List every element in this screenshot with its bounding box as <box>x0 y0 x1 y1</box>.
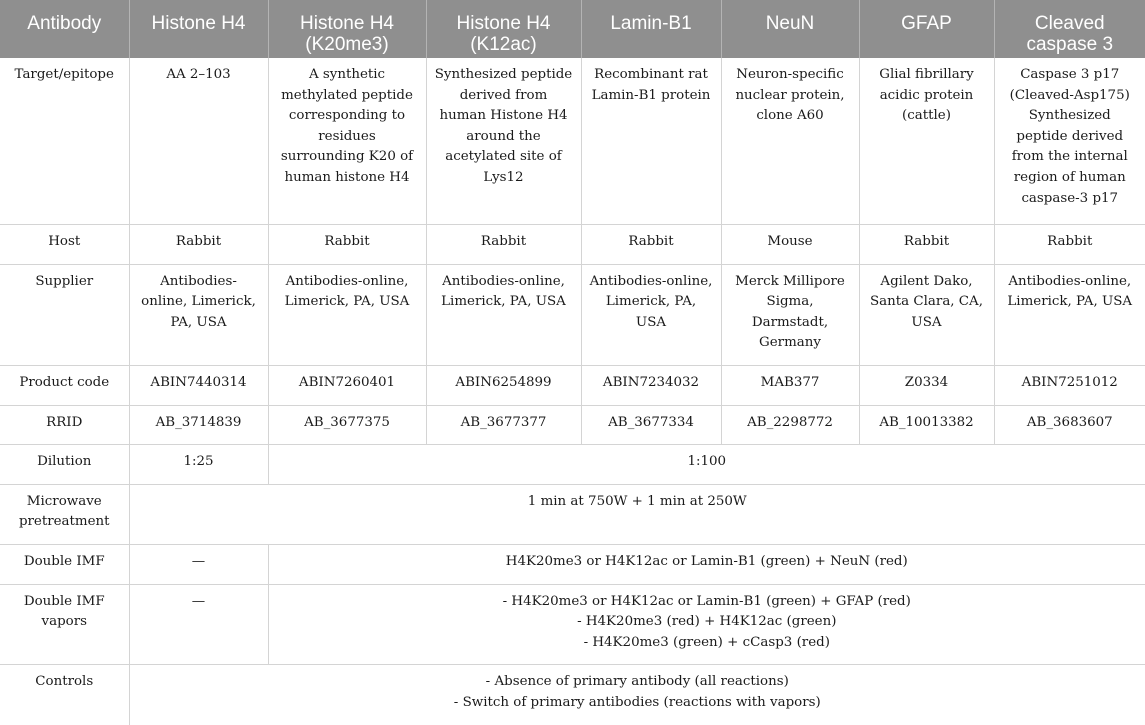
row-controls <box>0 665 1145 725</box>
table-cell: Rabbit <box>859 224 994 264</box>
table-cell-merged: 1 min at 750W + 1 min at 250W <box>129 484 1145 544</box>
table-cell: Antibodies-online, Limerick, PA, USA <box>426 264 581 366</box>
table-cell: Agilent Dako, Santa Clara, CA, USA <box>859 264 994 366</box>
row-double-imf-vapors <box>0 584 1145 665</box>
table-cell-merged: - H4K20me3 or H4K12ac or Lamin-B1 (green) + GFAP (red) - H4K20me3 (red) + H4K12ac (green) - H4K20me3 (green) + cCasp3 (red) <box>268 584 1145 665</box>
header-histone-h4-k12ac: Histone H4 (K12ac) <box>426 0 581 58</box>
table-cell: Antibodies-online, Limerick, PA, USA <box>129 264 268 366</box>
header-cleaved-caspase-3: Cleaved caspase 3 <box>994 0 1145 58</box>
table-cell: Antibodies-online, Limerick, PA, USA <box>994 264 1145 366</box>
table-cell: Antibodies-online, Limerick, PA, USA <box>268 264 426 366</box>
table-cell: ABIN7260401 <box>268 366 426 406</box>
row-label: Dilution <box>0 445 129 485</box>
row-dilution <box>0 445 1145 485</box>
table-cell: AA 2–103 <box>129 58 268 224</box>
header-antibody: Antibody <box>0 0 129 58</box>
table-cell: AB_3683607 <box>994 406 1145 445</box>
table-cell: Antibodies-online, Limerick, PA, USA <box>581 264 721 366</box>
row-rrid <box>0 406 1145 445</box>
row-label: Double IMF vapors <box>0 584 129 665</box>
header-row <box>0 0 1145 58</box>
table-cell: Caspase 3 p17 (Cleaved-Asp175) Synthesized peptide derived from the internal region of human caspase-3 p17 <box>994 58 1145 224</box>
header-histone-h4-k20me3: Histone H4 (K20me3) <box>268 0 426 58</box>
header-lamin-b1: Lamin-B1 <box>581 0 721 58</box>
table-cell: — <box>129 584 268 665</box>
row-product-code <box>0 366 1145 406</box>
row-label: Host <box>0 224 129 264</box>
row-label: Double IMF <box>0 544 129 584</box>
table-cell: ABIN7234032 <box>581 366 721 406</box>
row-label: Microwave pretreatment <box>0 484 129 544</box>
table-cell: ABIN7440314 <box>129 366 268 406</box>
table-cell-merged: - Absence of primary antibody (all reactions) - Switch of primary antibodies (reactions with vapors) <box>453 674 821 710</box>
table-cell: Synthesized peptide derived from human Histone H4 around the acetylated site of Lys12 <box>426 58 581 224</box>
table-cell: AB_2298772 <box>721 406 859 445</box>
table-cell: ABIN7251012 <box>994 366 1145 406</box>
table-cell: AB_3677377 <box>426 406 581 445</box>
table-cell: MAB377 <box>721 366 859 406</box>
table-cell: AB_3677375 <box>268 406 426 445</box>
table-cell: — <box>129 544 268 584</box>
table-cell: A synthetic methylated peptide corresponding to residues surrounding K20 of human histone H4 <box>268 58 426 224</box>
table-cell: Neuron-specific nuclear protein, clone A60 <box>721 58 859 224</box>
row-target-epitope <box>0 58 1145 224</box>
table-cell: Rabbit <box>426 224 581 264</box>
row-label: RRID <box>0 406 129 445</box>
header-neun: NeuN <box>721 0 859 58</box>
header-gfap: GFAP <box>859 0 994 58</box>
header-histone-h4: Histone H4 <box>129 0 268 58</box>
table-cell: Rabbit <box>581 224 721 264</box>
table-cell: Z0334 <box>859 366 994 406</box>
table-cell-merged: H4K20me3 or H4K12ac or Lamin-B1 (green) + NeuN (red) <box>268 544 1145 584</box>
table-cell: Rabbit <box>268 224 426 264</box>
table-cell: Merck Millipore Sigma, Darmstadt, Germany <box>721 264 859 366</box>
row-label: Controls <box>0 665 129 725</box>
table-cell: AB_3677334 <box>581 406 721 445</box>
row-supplier <box>0 264 1145 366</box>
row-host <box>0 224 1145 264</box>
row-double-imf <box>0 544 1145 584</box>
table-cell-merged: 1:100 <box>268 445 1145 485</box>
row-label: Supplier <box>0 264 129 366</box>
row-label: Target/epitope <box>0 58 129 224</box>
table-cell: AB_3714839 <box>129 406 268 445</box>
table-cell: Glial fibrillary acidic protein (cattle) <box>859 58 994 224</box>
table-cell: AB_10013382 <box>859 406 994 445</box>
table-cell: Rabbit <box>994 224 1145 264</box>
table-cell: ABIN6254899 <box>426 366 581 406</box>
row-microwave-pretreatment <box>0 484 1145 544</box>
table-cell: 1:25 <box>129 445 268 485</box>
row-label: Product code <box>0 366 129 406</box>
table-cell: Rabbit <box>129 224 268 264</box>
table-cell: Mouse <box>721 224 859 264</box>
table-cell: Recombinant rat Lamin-B1 protein <box>581 58 721 224</box>
